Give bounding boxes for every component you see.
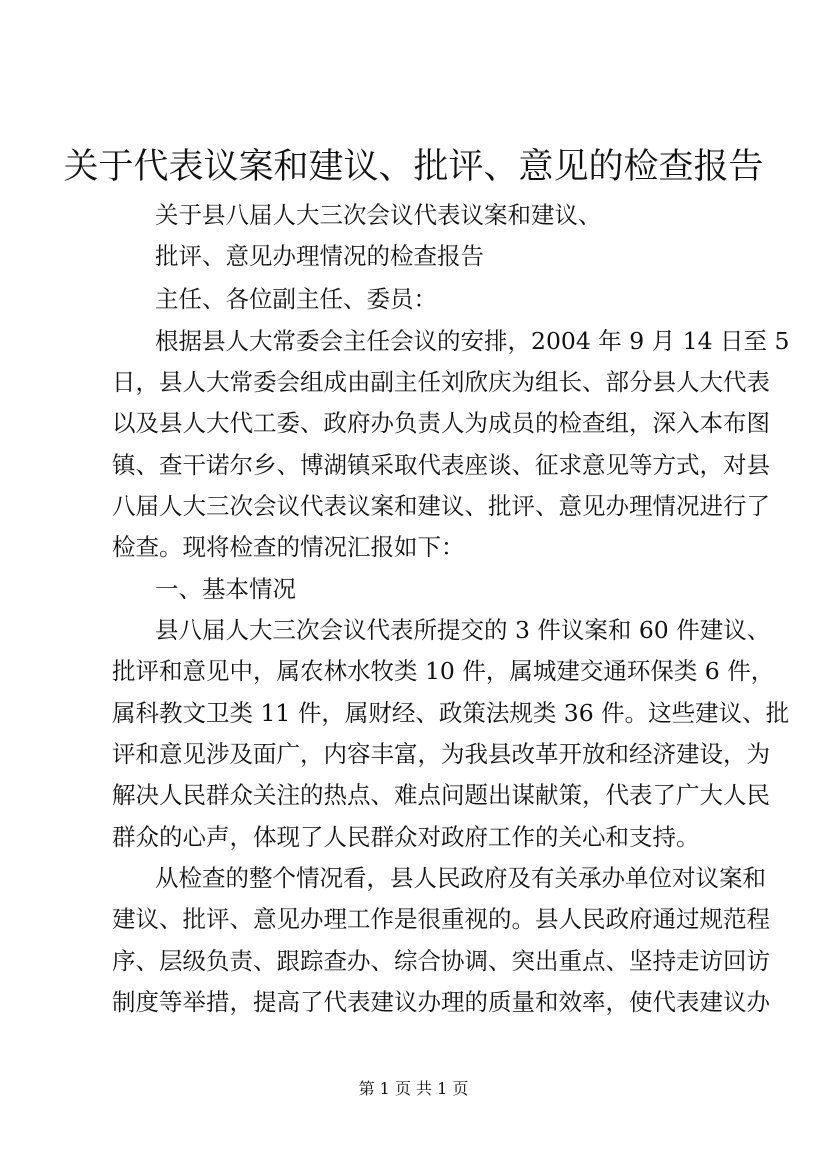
paragraph-line: 属科教文卫类 11 件，属财经、政策法规类 36 件。这些建议、批 [112,699,790,727]
document-title: 关于代表议案和建议、批评、意见的检查报告 [63,147,764,187]
paragraph-line: 群众的心声，体现了人民群众对政府工作的关心和支持。 [112,823,700,851]
paragraph-line: 县八届人大三次会议代表所提交的 3 件议案和 60 件建议、 [155,616,771,644]
paragraph-line: 以及县人大代工委、政府办负责人为成员的检查组，深入本布图 [112,409,770,437]
page-footer: 第 1 页 共 1 页 [358,1079,469,1098]
subtitle-line-2: 批评、意见办理情况的检查报告 [155,242,484,270]
salutation: 主任、各位副主任、委员： [155,285,437,313]
paragraph-line: 日，县人大常委会组成由副主任刘欣庆为组长、部分县人大代表 [112,368,770,396]
paragraph-line: 从检查的整个情况看，县人民政府及有关承办单位对议案和 [155,864,766,892]
paragraph-line: 根据县人大常委会主任会议的安排，2004 年 9 月 14 日至 5 [155,327,790,355]
paragraph-line: 解决人民群众关注的热点、难点问题出谋献策，代表了广大人民 [112,781,770,809]
paragraph-line: 建议、批评、意见办理工作是很重视的。县人民政府通过规范程 [112,905,770,933]
section-heading: 一、基本情况 [155,575,296,603]
paragraph-line: 镇、查干诺尔乡、博湖镇采取代表座谈、征求意见等方式，对县 [112,451,770,479]
paragraph-line: 批评和意见中，属农林水牧类 10 件，属城建交通环保类 6 件， [112,657,775,685]
paragraph-line: 制度等举措，提高了代表建议办理的质量和效率，使代表建议办 [112,988,770,1016]
paragraph-line: 评和意见涉及面广，内容丰富，为我县改革开放和经济建设，为 [112,740,770,768]
subtitle-line-1: 关于县八届人大三次会议代表议案和建议、 [155,201,602,229]
paragraph-line: 八届人大三次会议代表议案和建议、批评、意见办理情况进行了 [112,492,770,520]
paragraph-line: 序、层级负责、跟踪查办、综合协调、突出重点、坚持走访回访 [112,947,770,975]
paragraph-line: 检查。现将检查的情况汇报如下： [112,533,465,561]
